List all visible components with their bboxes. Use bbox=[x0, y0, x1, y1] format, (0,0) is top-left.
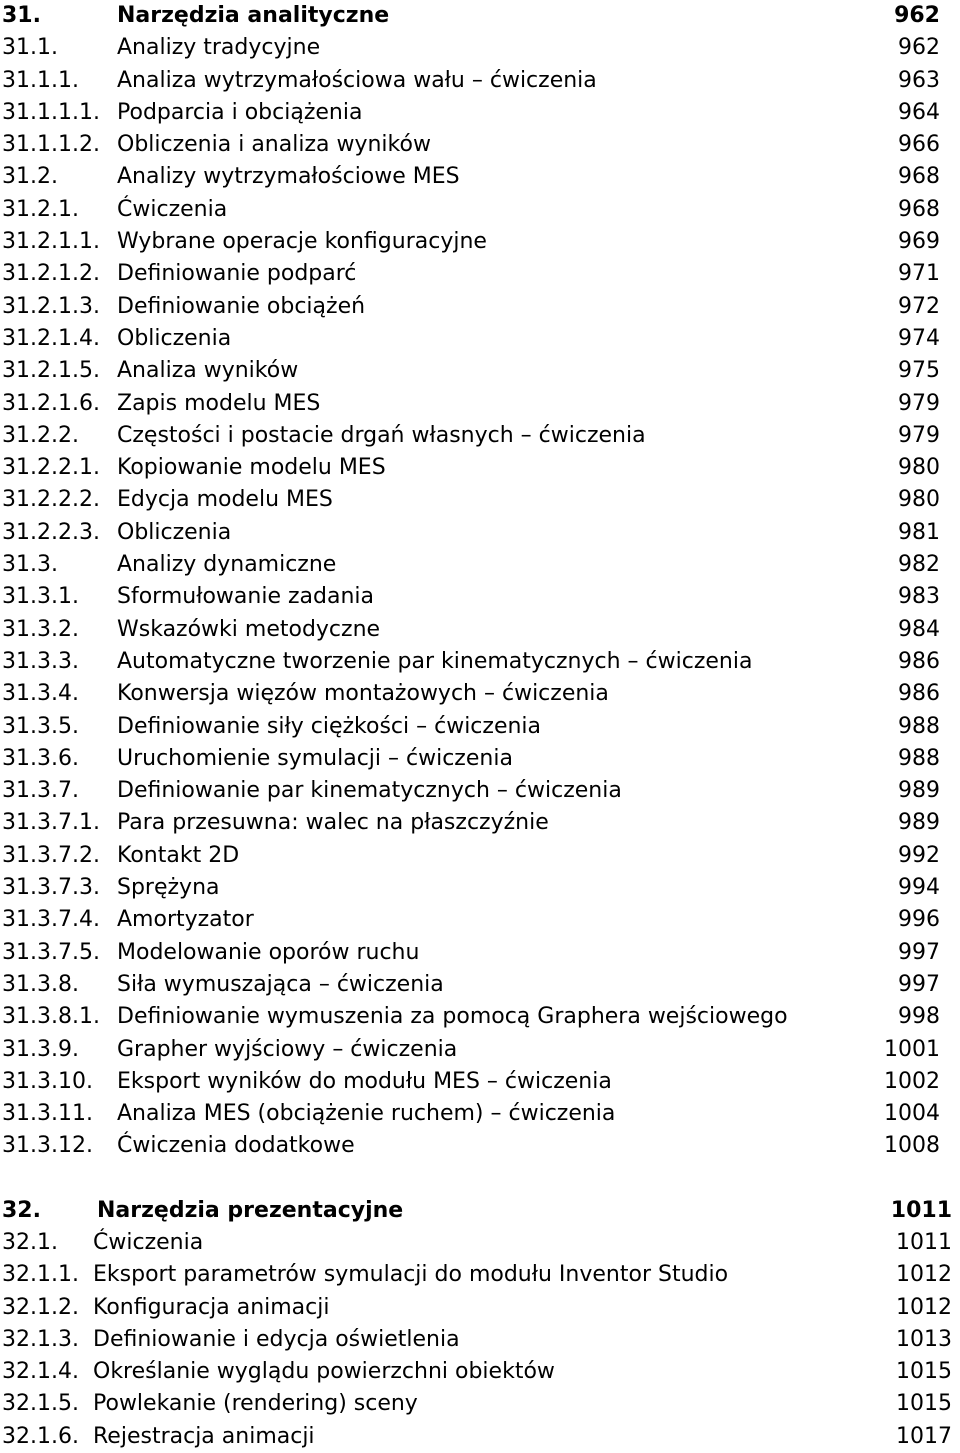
section-gap bbox=[0, 1163, 960, 1195]
toc-entry-title: Analiza wytrzymałościowa wału – ćwiczenia bbox=[117, 67, 597, 93]
toc-entry[interactable] bbox=[0, 872, 960, 904]
toc-chapter-heading[interactable] bbox=[0, 0, 960, 32]
toc-entry-title: Częstości i postacie drgań własnych – ćwiczenia bbox=[117, 422, 646, 448]
toc-entry[interactable] bbox=[0, 904, 960, 936]
toc-entry[interactable] bbox=[0, 420, 960, 452]
toc-entry-page: 966 bbox=[898, 132, 940, 158]
toc-entry[interactable] bbox=[0, 32, 960, 64]
toc-entry[interactable] bbox=[0, 258, 960, 290]
toc-entry-page: 1012 bbox=[896, 1294, 952, 1320]
toc-entry-page: 979 bbox=[898, 390, 940, 416]
toc-entry-title: Analizy tradycyjne bbox=[117, 35, 321, 61]
toc-entry-page: 962 bbox=[898, 35, 940, 61]
toc-entry-page: 992 bbox=[898, 842, 940, 868]
toc-entry-number: 31.3.7.4. bbox=[2, 907, 100, 933]
toc-entry-number: 31.3.1. bbox=[2, 584, 79, 610]
toc-entry-title: Para przesuwna: walec na płaszczyźnie bbox=[117, 810, 549, 836]
toc-entry-title: Powlekanie (rendering) sceny bbox=[93, 1391, 418, 1417]
toc-entry-page: 1013 bbox=[896, 1326, 952, 1352]
toc-entry-title: Modelowanie oporów ruchu bbox=[117, 939, 420, 965]
toc-entry-title: Kontakt 2D bbox=[117, 842, 240, 868]
toc-entry-number: 31.3.3. bbox=[2, 648, 79, 674]
toc-entry-page: 982 bbox=[898, 552, 940, 578]
toc-entry-number: 31.3.7. bbox=[2, 778, 79, 804]
toc-entry-title: Definiowanie obciążeń bbox=[117, 293, 366, 319]
toc-entry-number: 32.1.1. bbox=[2, 1262, 79, 1288]
toc-entry-title: Edycja modelu MES bbox=[117, 487, 333, 513]
toc-entry-page: 974 bbox=[898, 325, 940, 351]
toc-entry-number: 31.1.1. bbox=[2, 67, 79, 93]
toc-entry[interactable] bbox=[0, 1034, 960, 1066]
toc-entry-number: 32.1.3. bbox=[2, 1326, 79, 1352]
toc-entry[interactable] bbox=[0, 711, 960, 743]
toc-entry[interactable] bbox=[0, 1388, 960, 1420]
toc-entry-page: 998 bbox=[898, 1004, 940, 1030]
toc-entry-title: Definiowanie i edycja oświetlenia bbox=[93, 1326, 460, 1352]
toc-entry[interactable] bbox=[0, 1292, 960, 1324]
toc-entry-page: 988 bbox=[898, 745, 940, 771]
toc-entry-page: 1001 bbox=[884, 1036, 940, 1062]
toc-entry-number: 31.3. bbox=[2, 552, 58, 578]
toc-entry-title: Obliczenia i analiza wyników bbox=[117, 132, 431, 158]
toc-entry[interactable] bbox=[0, 1098, 960, 1130]
toc-entry[interactable] bbox=[0, 452, 960, 484]
toc-entry-title: Grapher wyjściowy – ćwiczenia bbox=[117, 1036, 458, 1062]
toc-entry-number: 31.2.1. bbox=[2, 196, 79, 222]
toc-entry-title: Ćwiczenia bbox=[117, 196, 228, 222]
toc-entry-title: Obliczenia bbox=[117, 325, 232, 351]
toc-entry-page: 988 bbox=[898, 713, 940, 739]
toc-entry-number: 31.3.11. bbox=[2, 1101, 93, 1127]
toc-entry-title: Definiowanie wymuszenia za pomocą Graphera wejściowego bbox=[117, 1004, 788, 1030]
toc-entry-title: Konfiguracja animacji bbox=[93, 1294, 330, 1320]
toc-entry-title: Podparcia i obciążenia bbox=[117, 99, 363, 125]
toc-entry-number: 31.2. bbox=[2, 164, 58, 190]
toc-entry-page: 1015 bbox=[896, 1391, 952, 1417]
toc-entry-page: 968 bbox=[898, 196, 940, 222]
toc-entry-page: 997 bbox=[898, 971, 940, 997]
toc-entry-title: Amortyzator bbox=[117, 907, 254, 933]
toc-entry[interactable] bbox=[0, 1324, 960, 1356]
toc-entry-page: 984 bbox=[898, 616, 940, 642]
toc-entry-page: 971 bbox=[898, 261, 940, 287]
toc-entry-title: Automatyczne tworzenie par kinematycznych – ćwiczenia bbox=[117, 648, 753, 674]
toc-entry-page: 981 bbox=[898, 519, 940, 545]
toc-entry[interactable] bbox=[0, 1001, 960, 1033]
toc-entry-title: Analiza MES (obciążenie ruchem) – ćwiczenia bbox=[117, 1101, 616, 1127]
toc-entry-page: 997 bbox=[898, 939, 940, 965]
toc-entry-title: Analizy dynamiczne bbox=[117, 552, 337, 578]
toc-entry[interactable] bbox=[0, 1421, 960, 1453]
toc-entry-number: 31.3.7.1. bbox=[2, 810, 100, 836]
toc-entry-title: Obliczenia bbox=[117, 519, 232, 545]
toc-entry[interactable] bbox=[0, 1259, 960, 1291]
toc-entry-page: 989 bbox=[898, 778, 940, 804]
toc-entry-title: Określanie wyglądu powierzchni obiektów bbox=[93, 1359, 555, 1385]
toc-entry-title: Eksport wyników do modułu MES – ćwiczenia bbox=[117, 1068, 612, 1094]
toc-entry[interactable] bbox=[0, 549, 960, 581]
toc-entry-number: 32.1. bbox=[2, 1229, 58, 1255]
toc-entry-title: Sformułowanie zadania bbox=[117, 584, 374, 610]
toc-entry-page: 980 bbox=[898, 487, 940, 513]
toc-entry[interactable] bbox=[0, 291, 960, 323]
toc-entry-title: Wskazówki metodyczne bbox=[117, 616, 381, 642]
toc-entry-page: 989 bbox=[898, 810, 940, 836]
toc-entry-page: 1012 bbox=[896, 1262, 952, 1288]
toc-entry-page: 979 bbox=[898, 422, 940, 448]
toc-entry-page: 1017 bbox=[896, 1423, 952, 1449]
toc-entry-number: 32.1.5. bbox=[2, 1391, 79, 1417]
toc-entry-number: 31.2.1.1. bbox=[2, 229, 100, 255]
toc-entry-number: 32. bbox=[2, 1197, 41, 1223]
toc-entry-title: Definiowanie podparć bbox=[117, 261, 357, 287]
toc-entry-title: Zapis modelu MES bbox=[117, 390, 321, 416]
toc-entry-number: 31.2.2. bbox=[2, 422, 79, 448]
toc-entry-page: 972 bbox=[898, 293, 940, 319]
toc-entry-number: 31.2.1.3. bbox=[2, 293, 100, 319]
toc-entry-page: 986 bbox=[898, 681, 940, 707]
toc-entry[interactable] bbox=[0, 65, 960, 97]
toc-entry-title: Narzędzia analityczne bbox=[117, 3, 390, 28]
toc-entry[interactable] bbox=[0, 807, 960, 839]
toc-entry[interactable] bbox=[0, 1356, 960, 1388]
toc-entry-page: 986 bbox=[898, 648, 940, 674]
toc-entry[interactable] bbox=[0, 775, 960, 807]
toc-entry-page: 1008 bbox=[884, 1133, 940, 1159]
toc-entry-number: 32.1.4. bbox=[2, 1359, 79, 1385]
toc-entry-page: 980 bbox=[898, 455, 940, 481]
toc-entry[interactable] bbox=[0, 323, 960, 355]
toc-entry-title: Siła wymuszająca – ćwiczenia bbox=[117, 971, 444, 997]
toc-entry[interactable] bbox=[0, 355, 960, 387]
toc-entry-number: 32.1.2. bbox=[2, 1294, 79, 1320]
toc-entry[interactable] bbox=[0, 194, 960, 226]
toc-entry-title: Rejestracja animacji bbox=[93, 1423, 315, 1449]
toc-entry-title: Wybrane operacje konfiguracyjne bbox=[117, 229, 487, 255]
toc-entry[interactable] bbox=[0, 1066, 960, 1098]
toc-entry-page: 962 bbox=[894, 3, 940, 28]
toc-entry[interactable] bbox=[0, 484, 960, 516]
toc-entry-page: 1011 bbox=[896, 1229, 952, 1255]
toc-entry-page: 1004 bbox=[884, 1101, 940, 1127]
toc-entry[interactable] bbox=[0, 581, 960, 613]
toc-entry-page: 1002 bbox=[884, 1068, 940, 1094]
toc-entry-number: 31.3.7.2. bbox=[2, 842, 100, 868]
toc-entry-title: Analiza wyników bbox=[117, 358, 299, 384]
toc-entry-number: 31.3.7.3. bbox=[2, 875, 100, 901]
toc-entry-page: 1011 bbox=[890, 1197, 952, 1223]
toc-entry[interactable] bbox=[0, 97, 960, 129]
toc-entry-title: Analizy wytrzymałościowe MES bbox=[117, 164, 460, 190]
toc-entry[interactable] bbox=[0, 226, 960, 258]
toc-entry-page: 969 bbox=[898, 229, 940, 255]
toc-chapter-heading[interactable] bbox=[0, 1195, 960, 1227]
toc-entry-number: 31. bbox=[2, 3, 41, 28]
toc-entry-title: Narzędzia prezentacyjne bbox=[97, 1197, 404, 1223]
toc-entry-title: Definiowanie par kinematycznych – ćwiczenia bbox=[117, 778, 622, 804]
toc-entry-number: 31.3.6. bbox=[2, 745, 79, 771]
toc-entry[interactable] bbox=[0, 388, 960, 420]
toc-entry-number: 31.2.1.6. bbox=[2, 390, 100, 416]
toc-entry-number: 31.1.1.2. bbox=[2, 132, 100, 158]
toc-entry[interactable] bbox=[0, 161, 960, 193]
toc-entry[interactable] bbox=[0, 969, 960, 1001]
toc-entry[interactable] bbox=[0, 129, 960, 161]
toc-entry-number: 31.3.10. bbox=[2, 1068, 93, 1094]
toc-entry[interactable] bbox=[0, 937, 960, 969]
toc-entry-title: Sprężyna bbox=[117, 875, 220, 901]
toc-entry-title: Ćwiczenia dodatkowe bbox=[117, 1133, 355, 1159]
toc-entry-page: 983 bbox=[898, 584, 940, 610]
toc-entry-title: Definiowanie siły ciężkości – ćwiczenia bbox=[117, 713, 542, 739]
toc-entry-number: 31.3.8.1. bbox=[2, 1004, 100, 1030]
toc-entry-number: 31.3.7.5. bbox=[2, 939, 100, 965]
toc-entry-number: 31.2.1.4. bbox=[2, 325, 100, 351]
toc-entry-number: 31.3.9. bbox=[2, 1036, 79, 1062]
toc-entry-number: 31.1. bbox=[2, 35, 58, 61]
toc-entry-number: 32.1.6. bbox=[2, 1423, 79, 1449]
toc-entry-page: 975 bbox=[898, 358, 940, 384]
toc-entry-number: 31.3.8. bbox=[2, 971, 79, 997]
toc-entry-page: 996 bbox=[898, 907, 940, 933]
toc-entry-page: 994 bbox=[898, 875, 940, 901]
toc-entry[interactable] bbox=[0, 614, 960, 646]
toc-entry-number: 31.3.5. bbox=[2, 713, 79, 739]
toc-entry[interactable] bbox=[0, 1227, 960, 1259]
toc-entry[interactable] bbox=[0, 678, 960, 710]
toc-entry-number: 31.2.2.3. bbox=[2, 519, 100, 545]
toc-entry-title: Eksport parametrów symulacji do modułu Inventor Studio bbox=[93, 1262, 729, 1288]
toc-entry-number: 31.2.1.2. bbox=[2, 261, 100, 287]
toc-entry[interactable] bbox=[0, 1130, 960, 1162]
toc-entry-number: 31.2.2.1. bbox=[2, 455, 100, 481]
toc-entry-page: 968 bbox=[898, 164, 940, 190]
toc-entry-number: 31.2.2.2. bbox=[2, 487, 100, 513]
toc-entry-number: 31.3.2. bbox=[2, 616, 79, 642]
toc-entry-page: 1015 bbox=[896, 1359, 952, 1385]
toc-entry-number: 31.2.1.5. bbox=[2, 358, 100, 384]
toc-entry-title: Konwersja więzów montażowych – ćwiczenia bbox=[117, 681, 609, 707]
toc-entry[interactable] bbox=[0, 840, 960, 872]
toc-entry[interactable] bbox=[0, 743, 960, 775]
toc-entry-title: Kopiowanie modelu MES bbox=[117, 455, 386, 481]
toc-entry-number: 31.3.4. bbox=[2, 681, 79, 707]
toc-entry-page: 964 bbox=[898, 99, 940, 125]
toc-entry-number: 31.1.1.1. bbox=[2, 99, 100, 125]
toc-entry-page: 963 bbox=[898, 67, 940, 93]
toc-entry-title: Ćwiczenia bbox=[93, 1229, 204, 1255]
toc-entry[interactable] bbox=[0, 646, 960, 678]
toc-entry-number: 31.3.12. bbox=[2, 1133, 93, 1159]
toc-entry-title: Uruchomienie symulacji – ćwiczenia bbox=[117, 745, 513, 771]
toc-entry[interactable] bbox=[0, 517, 960, 549]
